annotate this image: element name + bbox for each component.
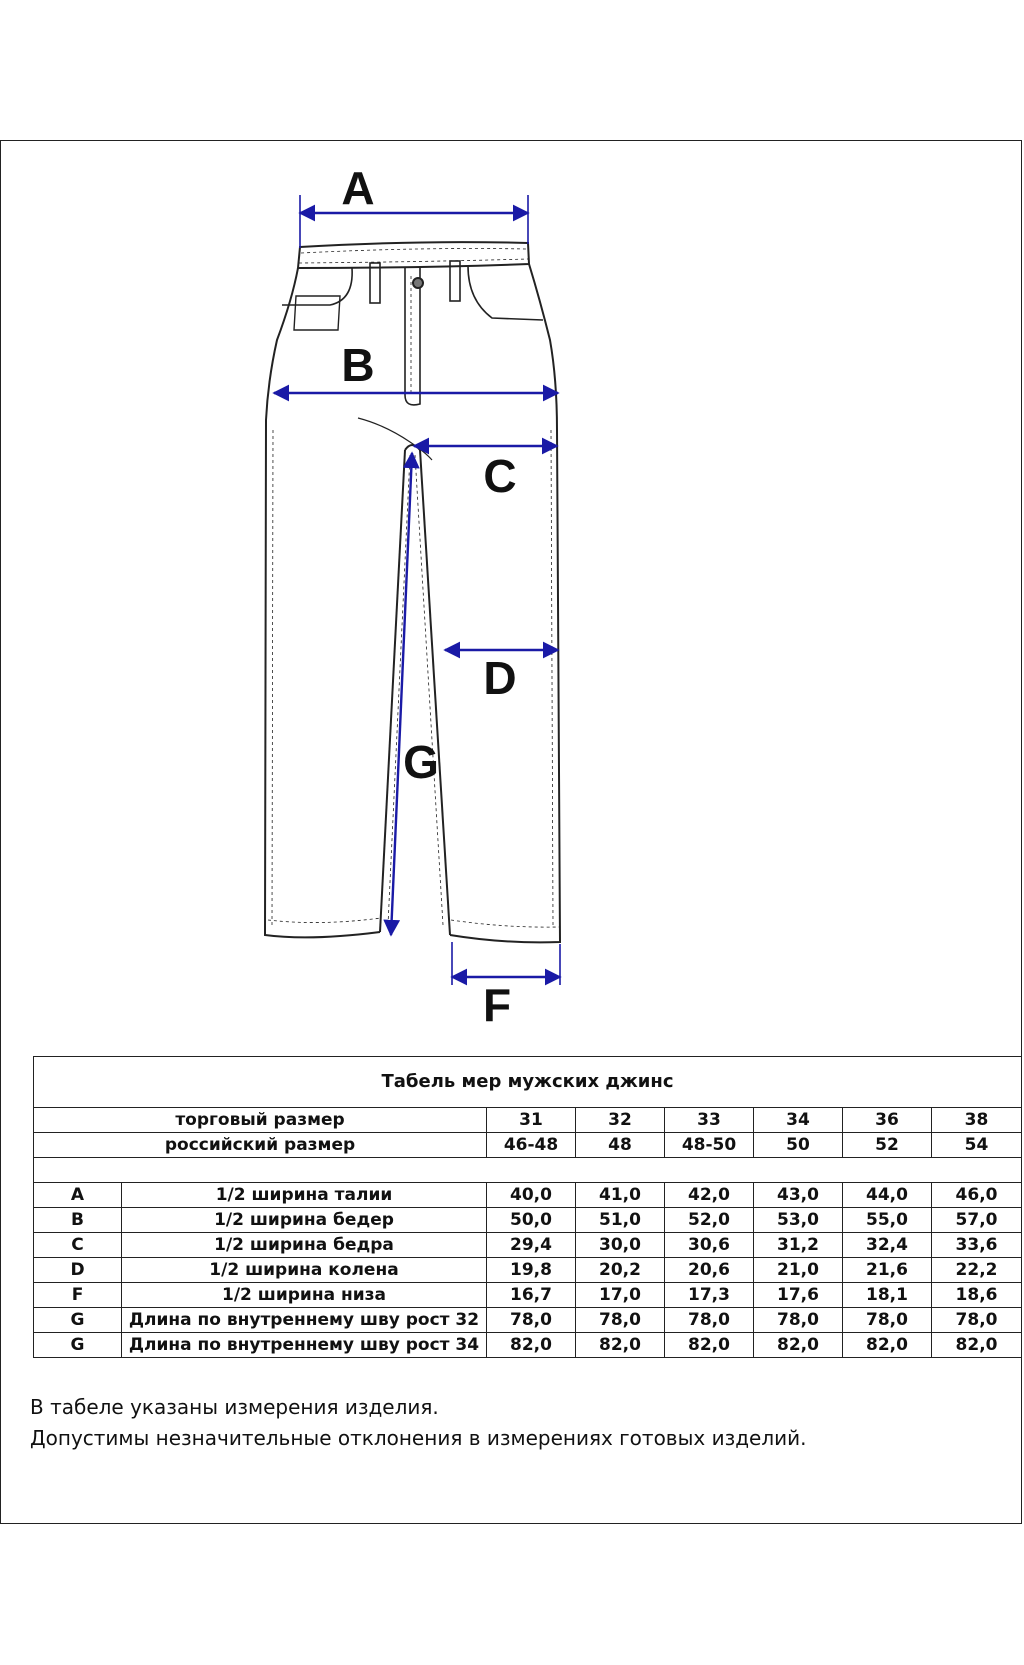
row-name: 1/2 ширина бедра: [122, 1233, 487, 1258]
table-cell: 78,0: [754, 1308, 843, 1333]
table-cell: 78,0: [576, 1308, 665, 1333]
size-table: [33, 1056, 1022, 1358]
table-title: Табель мер мужских джинс: [34, 1057, 1022, 1108]
table-cell: 40,0: [487, 1183, 576, 1208]
table-cell: 50,0: [487, 1208, 576, 1233]
jeans-diagram: [0, 140, 1024, 1040]
notes: [30, 1392, 806, 1454]
label-f: F: [482, 979, 512, 1031]
header-cell: 38: [932, 1108, 1022, 1133]
table-cell: 32,4: [843, 1233, 932, 1258]
table-row: [34, 1258, 1022, 1283]
label-a: A: [341, 162, 375, 214]
table-header-row: [34, 1133, 1022, 1158]
label-c: C: [483, 450, 517, 502]
table-cell: 51,0: [576, 1208, 665, 1233]
row-name: 1/2 ширина колена: [122, 1258, 487, 1283]
table-spacer-row: [34, 1158, 1022, 1183]
table-cell: 82,0: [754, 1333, 843, 1358]
table-cell: 20,2: [576, 1258, 665, 1283]
table-cell: 82,0: [487, 1333, 576, 1358]
table-cell: 52,0: [665, 1208, 754, 1233]
table-row: [34, 1208, 1022, 1233]
table-cell: 30,0: [576, 1233, 665, 1258]
table-cell: 82,0: [665, 1333, 754, 1358]
table-cell: 78,0: [665, 1308, 754, 1333]
table-cell: 22,2: [932, 1258, 1022, 1283]
table-cell: 20,6: [665, 1258, 754, 1283]
table-cell: 53,0: [754, 1208, 843, 1233]
spacer-cell: [34, 1158, 1022, 1183]
header-label: российский размер: [34, 1133, 487, 1158]
header-label: торговый размер: [34, 1108, 487, 1133]
table-cell: 55,0: [843, 1208, 932, 1233]
row-name: 1/2 ширина бедер: [122, 1208, 487, 1233]
row-name: 1/2 ширина низа: [122, 1283, 487, 1308]
label-d: D: [483, 652, 517, 704]
table-cell: 31,2: [754, 1233, 843, 1258]
table-cell: 17,0: [576, 1283, 665, 1308]
row-code: B: [34, 1208, 122, 1233]
row-code: G: [34, 1333, 122, 1358]
table-cell: 41,0: [576, 1183, 665, 1208]
header-cell: 50: [754, 1133, 843, 1158]
note-line: Допустимы незначительные отклонения в измерениях готовых изделий.: [30, 1426, 807, 1450]
label-b: B: [341, 339, 375, 391]
row-code: F: [34, 1283, 122, 1308]
table-cell: 82,0: [576, 1333, 665, 1358]
row-code: G: [34, 1308, 122, 1333]
table-cell: 43,0: [754, 1183, 843, 1208]
table-cell: 57,0: [932, 1208, 1022, 1233]
row-code: C: [34, 1233, 122, 1258]
table-cell: 30,6: [665, 1233, 754, 1258]
jeans-outline: [265, 242, 560, 942]
header-cell: 54: [932, 1133, 1022, 1158]
table-cell: 19,8: [487, 1258, 576, 1283]
header-cell: 46-48: [487, 1133, 576, 1158]
table-row: [34, 1308, 1022, 1333]
header-cell: 33: [665, 1108, 754, 1133]
table-cell: 33,6: [932, 1233, 1022, 1258]
table-cell: 78,0: [843, 1308, 932, 1333]
label-g: G: [403, 736, 439, 788]
table-cell: 18,1: [843, 1283, 932, 1308]
table-cell: 82,0: [843, 1333, 932, 1358]
table-cell: 17,3: [665, 1283, 754, 1308]
table-row: [34, 1183, 1022, 1208]
table-cell: 42,0: [665, 1183, 754, 1208]
header-cell: 48: [576, 1133, 665, 1158]
row-name: Длина по внутреннему шву рост 32: [122, 1308, 487, 1333]
header-cell: 32: [576, 1108, 665, 1133]
table-cell: 78,0: [487, 1308, 576, 1333]
table-cell: 46,0: [932, 1183, 1022, 1208]
header-cell: 31: [487, 1108, 576, 1133]
header-cell: 34: [754, 1108, 843, 1133]
header-cell: 36: [843, 1108, 932, 1133]
note-line: В табеле указаны измерения изделия.: [30, 1395, 439, 1419]
table-cell: 29,4: [487, 1233, 576, 1258]
table-cell: 18,6: [932, 1283, 1022, 1308]
table-title-row: [34, 1057, 1022, 1108]
table-cell: 17,6: [754, 1283, 843, 1308]
header-cell: 52: [843, 1133, 932, 1158]
table-row: [34, 1233, 1022, 1258]
header-cell: 48-50: [665, 1133, 754, 1158]
table-row: [34, 1333, 1022, 1358]
row-name: 1/2 ширина талии: [122, 1183, 487, 1208]
table-cell: 78,0: [932, 1308, 1022, 1333]
table-row: [34, 1283, 1022, 1308]
row-code: A: [34, 1183, 122, 1208]
table-cell: 21,0: [754, 1258, 843, 1283]
table-cell: 21,6: [843, 1258, 932, 1283]
table-cell: 16,7: [487, 1283, 576, 1308]
table-cell: 44,0: [843, 1183, 932, 1208]
row-code: D: [34, 1258, 122, 1283]
measurement-arrows: [274, 213, 560, 977]
row-name: Длина по внутреннему шву рост 34: [122, 1333, 487, 1358]
table-cell: 82,0: [932, 1333, 1022, 1358]
table-header-row: [34, 1108, 1022, 1133]
